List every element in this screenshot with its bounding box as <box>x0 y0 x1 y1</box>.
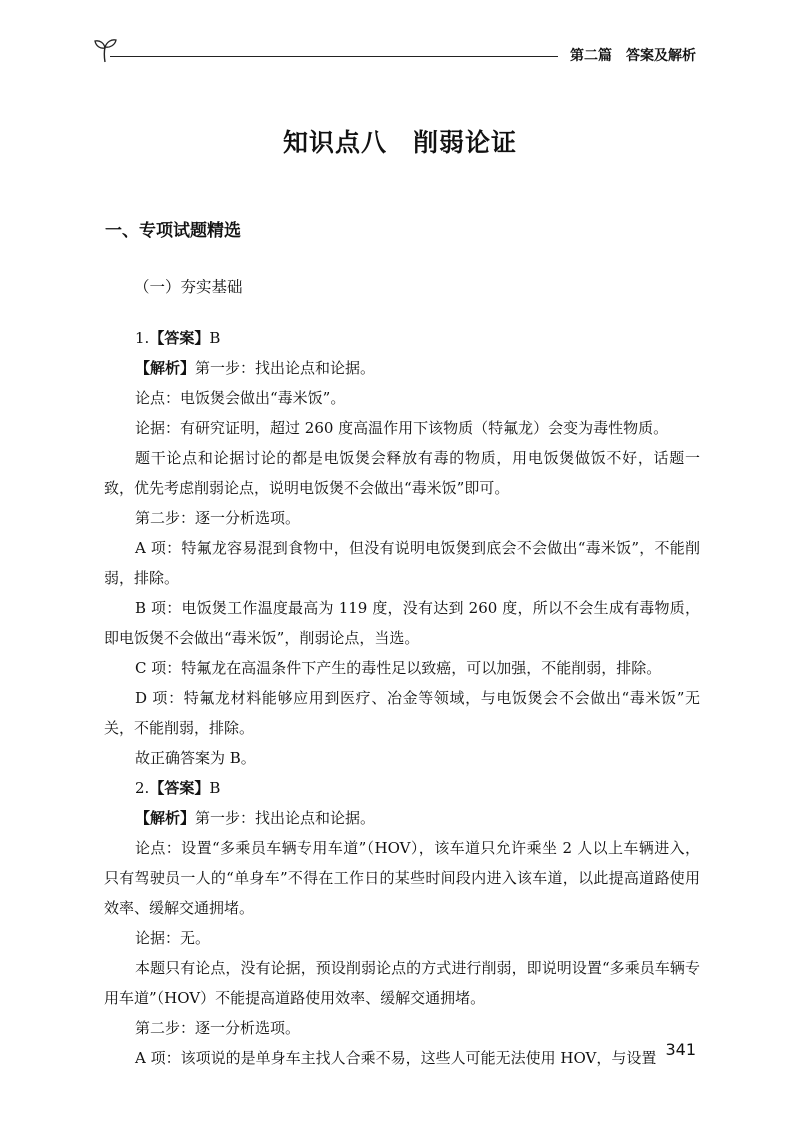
q1-option-c: C 项：特氟龙在高温条件下产生的毒性足以致癌，可以加强，不能削弱，排除。 <box>135 659 662 677</box>
q1-analysis-tag: 【解析】 <box>135 359 196 377</box>
answer-body <box>104 323 700 1073</box>
subsection-heading: （一）夯实基础 <box>134 278 243 296</box>
q2-gap: 本题只有论点，没有论据，预设削弱论点的方式进行削弱，即说明设置“多乘员车辆专用车道”（HOV）不能提高道路使用效率、缓解交通拥堵。 <box>104 959 700 1007</box>
q1-step2: 第二步：逐一分析选项。 <box>135 509 301 527</box>
q1-option-a: A 项：特氟龙容易混到食物中，但没有说明电饭煲到底会不会做出“毒米饭”，不能削弱，排除。 <box>104 539 700 587</box>
q1-analysis-step1 <box>104 353 700 383</box>
q2-analysis-step1 <box>104 803 700 833</box>
q1-number: 1. <box>135 329 150 347</box>
q2-answer-tag: 【答案】 <box>149 779 210 797</box>
page-number: 341 <box>665 1040 696 1059</box>
q1-option-b: B 项：电饭煲工作温度最高为 119 度，没有达到 260 度，所以不会生成有毒物质，即电饭煲不会做出“毒米饭”，削弱论点，当选。 <box>104 599 700 647</box>
q1-option-d: D 项：特氟龙材料能够应用到医疗、冶金等领域，与电饭煲会不会做出“毒米饭”无关，不能削弱，排除。 <box>104 689 700 737</box>
header-rule <box>110 56 558 57</box>
q2-analysis-tag: 【解析】 <box>135 809 196 827</box>
running-header <box>92 34 702 68</box>
q1-step1: 第一步：找出论点和论据。 <box>195 359 376 377</box>
q2-evidence: 论据：无。 <box>135 929 211 947</box>
section-heading: 一、专项试题精选 <box>105 221 241 241</box>
q2-option-a: A 项：该项说的是单身车主找人合乘不易，这些人可能无法使用 HOV，与设置 <box>135 1049 657 1067</box>
q1-conclusion: 故正确答案为 B。 <box>135 749 256 767</box>
q2-number: 2. <box>135 779 150 797</box>
q1-answer-tag: 【答案】 <box>149 329 210 347</box>
q1-answer-line <box>104 323 700 353</box>
q2-answer-line <box>104 773 700 803</box>
q1-answer: B <box>209 329 221 347</box>
running-title: 第二篇 答案及解析 <box>570 48 696 64</box>
q2-step1: 第一步：找出论点和论据。 <box>195 809 376 827</box>
q2-step2: 第二步：逐一分析选项。 <box>135 1019 301 1037</box>
sprout-icon <box>92 34 118 64</box>
page-title: 知识点八 削弱论证 <box>282 128 517 157</box>
q1-gap: 题干论点和论据讨论的都是电饭煲会释放有毒的物质，用电饭煲做饭不好，话题一致，优先考虑削弱论点，说明电饭煲不会做出“毒米饭”即可。 <box>104 449 700 497</box>
q1-claim: 论点：电饭煲会做出“毒米饭”。 <box>135 389 346 407</box>
q2-claim: 论点：设置“多乘员车辆专用车道”（HOV），该车道只允许乘坐 2 人以上车辆进入，只有驾驶员一人的“单身车”不得在工作日的某些时间段内进入该车道，以此提高道路使用效率、缓解交通拥堵。 <box>104 839 700 917</box>
q1-evidence: 论据：有研究证明，超过 260 度高温作用下该物质（特氟龙）会变为毒性物质。 <box>135 419 669 437</box>
q2-answer: B <box>209 779 221 797</box>
